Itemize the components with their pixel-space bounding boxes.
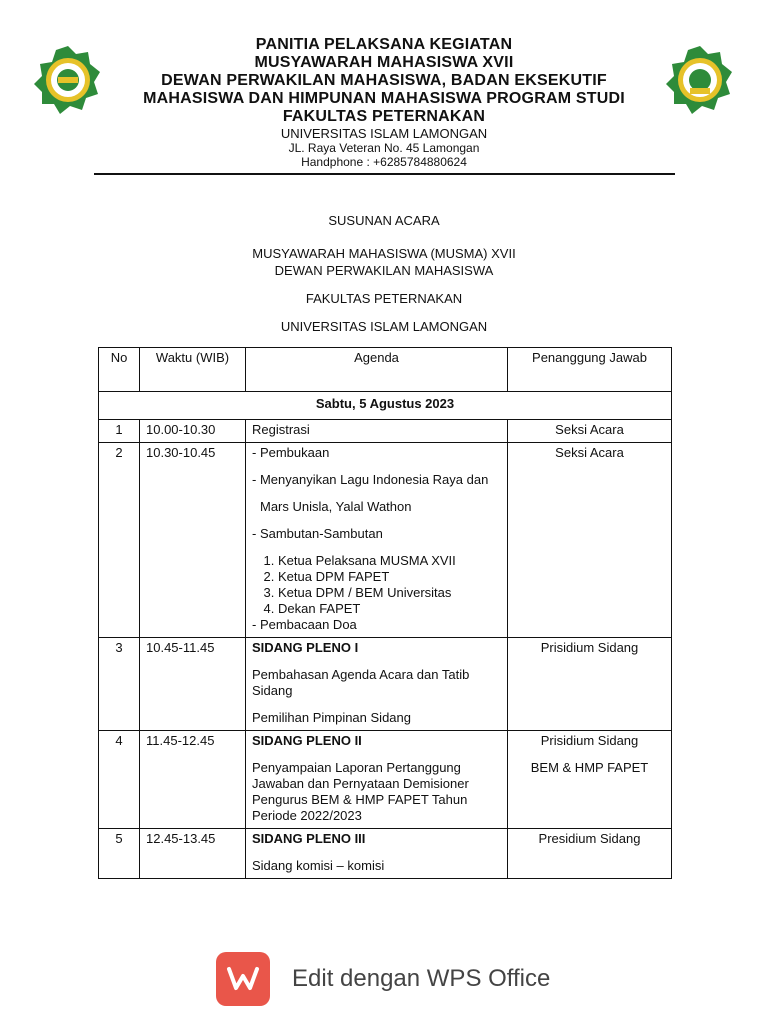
agenda-item: - Sambutan-Sambutan — [252, 526, 383, 541]
title-faculty: FAKULTAS PETERNAKAN — [305, 291, 463, 306]
header-university: UNIVERSITAS ISLAM LAMONGAN — [280, 126, 488, 141]
agenda-item: Sidang komisi – komisi — [252, 858, 385, 873]
list-item: 3. Ketua DPM / BEM Universitas — [278, 585, 501, 601]
header-time: Waktu (WIB) — [140, 348, 246, 392]
row-time: 10.45-11.45 — [140, 638, 246, 731]
table-row — [99, 829, 672, 879]
agenda-item: Pemilihan Pimpinan Sidang — [252, 710, 411, 725]
row-pj: Seksi Acara — [508, 420, 672, 443]
row-agenda — [246, 638, 508, 731]
header-line5: FAKULTAS PETERNAKAN — [282, 108, 486, 125]
table-row — [99, 443, 672, 638]
row-no: 1 — [99, 420, 140, 443]
pj-line: BEM & HMP FAPET — [530, 760, 649, 775]
row-pj: Presidium Sidang — [508, 829, 672, 879]
header-address: JL. Raya Veteran No. 45 Lamongan — [288, 141, 480, 155]
table-row — [99, 731, 672, 829]
wps-logo-icon — [216, 952, 270, 1006]
title-event: MUSYAWARAH MAHASISWA (MUSMA) XVII — [252, 246, 516, 261]
list-item: 1. Ketua Pelaksana MUSMA XVII — [278, 553, 501, 569]
row-pj — [508, 731, 672, 829]
header-no: No — [99, 348, 140, 392]
header-agenda: Agenda — [246, 348, 508, 392]
table-header-row — [99, 348, 672, 392]
header-line3: DEWAN PERWAKILAN MAHASISWA, BADAN EKSEKUTIF — [161, 72, 607, 89]
header-line2: MUSYAWARAH MAHASISWA XVII — [254, 54, 514, 71]
row-pj: Seksi Acara — [508, 443, 672, 638]
row-agenda: Registrasi — [246, 420, 508, 443]
speeches-list — [252, 553, 501, 617]
letterhead — [100, 36, 668, 169]
header-line4: MAHASISWA DAN HIMPUNAN MAHASISWA PROGRAM STUDI — [143, 90, 625, 107]
agenda-item: Mars Unisla, Yalal Wathon — [260, 499, 412, 514]
row-agenda — [246, 731, 508, 829]
list-item: 2. Ketua DPM FAPET — [278, 569, 501, 585]
agenda-item: Pembahasan Agenda Acara dan Tatib Sidang — [252, 667, 470, 698]
pj-line: Prisidium Sidang — [540, 733, 639, 748]
title-susunan-acara: SUSUNAN ACARA — [328, 213, 440, 228]
row-time: 12.45-13.45 — [140, 829, 246, 879]
title-university: UNIVERSITAS ISLAM LAMONGAN — [280, 319, 488, 334]
date-cell: Sabtu, 5 Agustus 2023 — [99, 392, 672, 420]
row-agenda — [246, 443, 508, 638]
row-no: 2 — [99, 443, 140, 638]
table-row — [99, 638, 672, 731]
row-time: 11.45-12.45 — [140, 731, 246, 829]
wps-edit-label[interactable]: Edit dengan WPS Office — [292, 965, 551, 992]
row-no: 4 — [99, 731, 140, 829]
schedule-table — [98, 347, 672, 879]
row-no: 5 — [99, 829, 140, 879]
agenda-item: - Menyanyikan Lagu Indonesia Raya dan — [252, 472, 489, 487]
session-title: SIDANG PLENO III — [252, 831, 366, 846]
university-logo-left — [32, 44, 104, 116]
agenda-item: - Pembacaan Doa — [252, 617, 357, 632]
header-pj: Penanggung Jawab — [508, 348, 672, 392]
row-time: 10.30-10.45 — [140, 443, 246, 638]
header-line1: PANITIA PELAKSANA KEGIATAN — [255, 36, 513, 53]
letterhead-divider — [94, 173, 675, 175]
date-row — [99, 392, 672, 420]
title-dpm: DEWAN PERWAKILAN MAHASISWA — [274, 263, 494, 278]
list-item: 4. Dekan FAPET — [278, 601, 501, 617]
agenda-item: Penyampaian Laporan Pertanggung Jawaban dan Pernyataan Demisioner Pengurus BEM & HMP FAPET Tahun Periode 2022/2023 — [252, 760, 469, 823]
agenda-item: - Pembukaan — [252, 445, 330, 460]
row-no: 3 — [99, 638, 140, 731]
row-pj: Prisidium Sidang — [508, 638, 672, 731]
row-time: 10.00-10.30 — [140, 420, 246, 443]
faculty-logo-right — [664, 44, 736, 116]
session-title: SIDANG PLENO II — [252, 733, 362, 748]
wps-edit-banner[interactable] — [216, 952, 550, 1006]
session-title: SIDANG PLENO I — [252, 640, 359, 655]
header-phone: Handphone : +6285784880624 — [301, 155, 467, 169]
row-agenda — [246, 829, 508, 879]
table-row — [99, 420, 672, 443]
